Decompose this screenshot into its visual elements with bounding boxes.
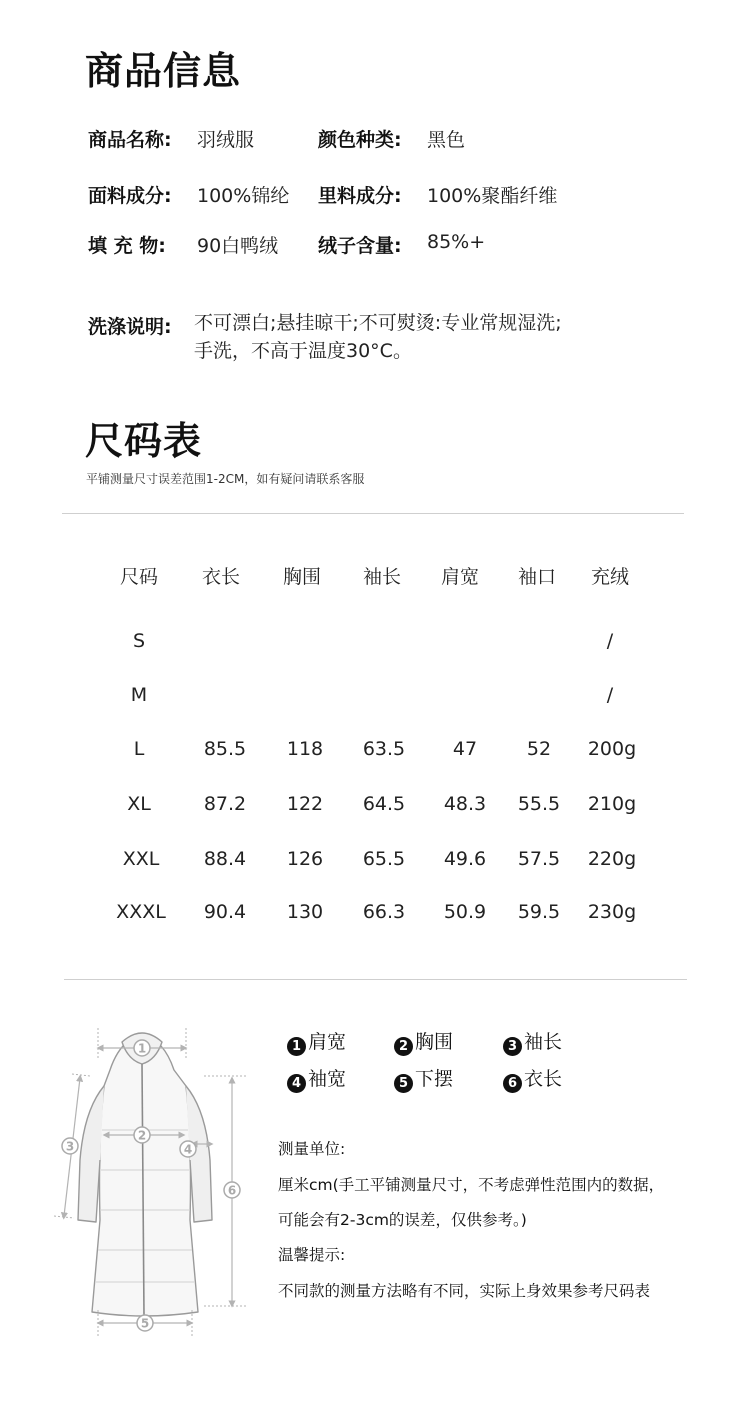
legend-item bbox=[394, 1027, 453, 1056]
size-col-header: 袖口 bbox=[517, 566, 556, 588]
size-cell: 57.5 bbox=[517, 848, 561, 870]
size-cell: XXL bbox=[122, 848, 160, 870]
info-label-filling: 填 充 物: bbox=[88, 235, 166, 257]
size-cell: 59.5 bbox=[517, 901, 561, 923]
size-table bbox=[101, 562, 641, 932]
diagram-marker-5 bbox=[137, 1315, 153, 1331]
diagram-marker-6 bbox=[224, 1182, 240, 1198]
size-cell: 47 bbox=[452, 738, 478, 760]
size-cell: 200g bbox=[587, 738, 637, 760]
info-value-lining: 100%聚酯纤维 bbox=[427, 185, 558, 207]
diagram-marker-1-label: 1 bbox=[137, 1041, 147, 1056]
diagram-marker-6-label: 6 bbox=[227, 1183, 237, 1198]
size-cell: 210g bbox=[587, 793, 637, 815]
legend-label: 下摆 bbox=[415, 1068, 454, 1090]
diagram-marker-4 bbox=[180, 1141, 196, 1157]
diagram-marker-2 bbox=[134, 1127, 150, 1143]
legend-number: 1 bbox=[287, 1037, 306, 1056]
coat-measurement-diagram bbox=[50, 1020, 270, 1342]
info-value-name: 羽绒服 bbox=[197, 129, 255, 151]
coat-outline bbox=[78, 1033, 212, 1316]
unit-label: 测量单位: bbox=[278, 1140, 346, 1158]
legend-item bbox=[394, 1064, 453, 1093]
tip-label: 温馨提示: bbox=[278, 1246, 346, 1264]
size-cell: / bbox=[606, 630, 614, 652]
info-value-filling: 90白鸭绒 bbox=[197, 235, 279, 257]
divider-top bbox=[62, 513, 684, 514]
info-value-color: 黑色 bbox=[427, 129, 466, 151]
legend-label: 胸围 bbox=[415, 1031, 454, 1053]
info-label-lining: 里料成分: bbox=[318, 185, 402, 207]
diagram-marker-5-label: 5 bbox=[140, 1316, 150, 1331]
size-cell: 88.4 bbox=[203, 848, 247, 870]
size-cell: 130 bbox=[286, 901, 324, 923]
wash-line-2: 手洗，不高于温度30°C。 bbox=[194, 340, 412, 362]
legend-label: 袖宽 bbox=[308, 1068, 347, 1090]
product-info-heading: 商品信息 bbox=[85, 49, 242, 93]
wash-instructions bbox=[194, 309, 562, 365]
size-col-header: 肩宽 bbox=[440, 566, 479, 588]
legend-item bbox=[503, 1064, 562, 1093]
size-cell: 90.4 bbox=[203, 901, 247, 923]
info-label-color: 颜色种类: bbox=[318, 129, 402, 151]
size-cell: 49.6 bbox=[443, 848, 487, 870]
tip-line: 不同款的测量方法略有不同，实际上身效果参考尺码表 bbox=[278, 1282, 651, 1300]
info-value-fabric: 100%锦纶 bbox=[197, 185, 290, 207]
size-cell: S bbox=[132, 630, 146, 652]
size-cell: 50.9 bbox=[443, 901, 487, 923]
size-col-header: 衣长 bbox=[201, 566, 240, 588]
diagram-marker-4-label: 4 bbox=[183, 1142, 193, 1157]
legend-label: 袖长 bbox=[524, 1031, 563, 1053]
legend-number: 4 bbox=[287, 1074, 306, 1093]
info-value-down-content: 85%+ bbox=[427, 231, 486, 253]
size-chart-heading: 尺码表 bbox=[85, 419, 203, 463]
wash-line-1: 不可漂白;悬挂晾干;不可熨烫:专业常规湿洗; bbox=[194, 312, 562, 334]
unit-line-2: 可能会有2-3cm的误差，仅供参考。) bbox=[278, 1211, 527, 1229]
legend-number: 3 bbox=[503, 1037, 522, 1056]
size-cell: / bbox=[606, 684, 614, 706]
legend-number: 6 bbox=[503, 1074, 522, 1093]
size-cell: 85.5 bbox=[203, 738, 247, 760]
size-cell: 65.5 bbox=[362, 848, 406, 870]
size-col-header: 充绒 bbox=[590, 566, 629, 588]
legend-number: 2 bbox=[394, 1037, 413, 1056]
size-cell: 87.2 bbox=[203, 793, 247, 815]
size-cell: 52 bbox=[526, 738, 552, 760]
info-label-name: 商品名称: bbox=[88, 129, 172, 151]
diagram-marker-2-label: 2 bbox=[137, 1128, 147, 1143]
size-cell: 66.3 bbox=[362, 901, 406, 923]
size-cell: 126 bbox=[286, 848, 324, 870]
legend-item bbox=[503, 1027, 562, 1056]
legend-label: 肩宽 bbox=[308, 1031, 347, 1053]
size-cell: 64.5 bbox=[362, 793, 406, 815]
size-cell: XXXL bbox=[116, 901, 166, 923]
size-cell: 55.5 bbox=[517, 793, 561, 815]
wash-label: 洗涤说明: bbox=[88, 316, 172, 338]
size-cell: 122 bbox=[286, 793, 324, 815]
size-cell: 220g bbox=[587, 848, 637, 870]
size-col-header: 尺码 bbox=[119, 566, 158, 588]
legend-item bbox=[287, 1064, 346, 1093]
divider-bottom bbox=[64, 979, 687, 980]
unit-line-1: 厘米cm(手工平铺测量尺寸，不考虑弹性范围内的数据， bbox=[278, 1176, 665, 1194]
diagram-marker-1 bbox=[134, 1040, 150, 1056]
legend-label: 衣长 bbox=[524, 1068, 563, 1090]
legend-number: 5 bbox=[394, 1074, 413, 1093]
diagram-marker-3 bbox=[62, 1138, 78, 1154]
legend-item bbox=[287, 1027, 346, 1056]
size-cell: L bbox=[133, 738, 145, 760]
size-col-header: 袖长 bbox=[362, 566, 401, 588]
size-cell: 48.3 bbox=[443, 793, 487, 815]
size-cell: 118 bbox=[286, 738, 324, 760]
info-label-down-content: 绒子含量: bbox=[318, 235, 402, 257]
size-col-header: 胸围 bbox=[282, 566, 321, 588]
size-cell: XL bbox=[127, 793, 151, 815]
size-cell: 230g bbox=[587, 901, 637, 923]
info-label-fabric: 面料成分: bbox=[88, 185, 172, 207]
size-cell: 63.5 bbox=[362, 738, 406, 760]
size-cell: M bbox=[130, 684, 148, 706]
diagram-marker-3-label: 3 bbox=[65, 1139, 75, 1154]
size-chart-note: 平铺测量尺寸误差范围1-2CM，如有疑问请联系客服 bbox=[86, 472, 365, 486]
